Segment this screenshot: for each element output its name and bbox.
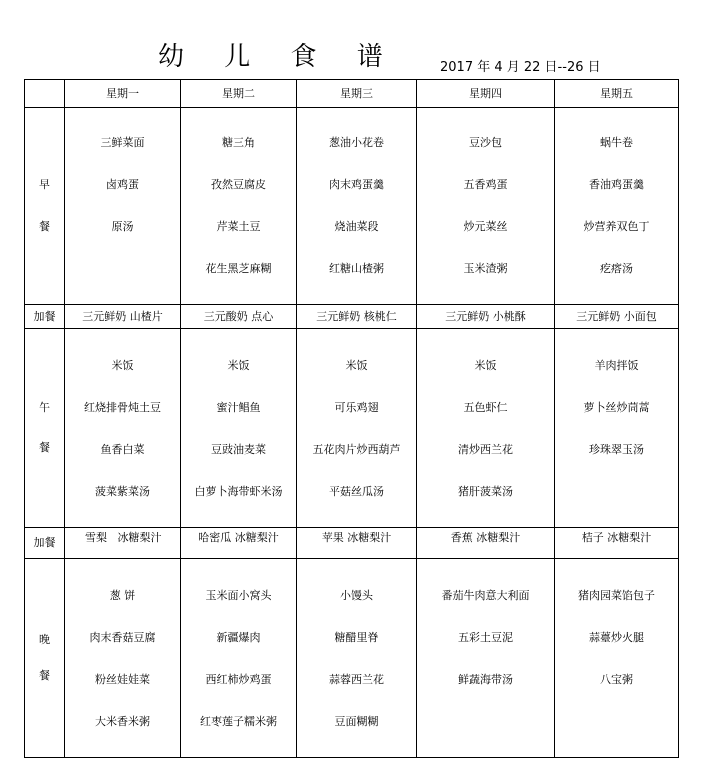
dinner-label-char: 餐 — [39, 669, 50, 682]
menu-item: 糖三角 — [222, 136, 255, 149]
dinner-cell — [417, 559, 555, 758]
lunch-row — [25, 329, 679, 528]
menu-item: 萝卜丝炒茼蒿 — [583, 401, 650, 414]
menu-item: 五花肉片炒西葫芦 — [312, 443, 401, 456]
menu-item: 葱油小花卷 — [329, 136, 384, 149]
menu-item: 米饭 — [474, 359, 497, 372]
menu-item: 豆面糊糊 — [334, 715, 379, 728]
header-row — [25, 80, 679, 108]
breakfast-label-char: 餐 — [39, 220, 50, 233]
dinner-cell — [555, 559, 679, 758]
snack-cell: 三元鲜奶 山楂片 — [65, 305, 181, 329]
dinner-cell — [297, 559, 417, 758]
breakfast-label — [25, 108, 65, 305]
menu-item: 红烧排骨炖土豆 — [84, 401, 161, 414]
menu-item: 鱼香白菜 — [100, 443, 145, 456]
menu-item: 香油鸡蛋羹 — [589, 178, 644, 191]
snack-cell: 苹果 冰糖梨汁 — [297, 528, 417, 559]
menu-item: 红枣莲子糯米粥 — [200, 715, 277, 728]
menu-item: 疙瘩汤 — [600, 262, 633, 275]
lunch-cell — [417, 329, 555, 528]
corner-cell — [25, 80, 65, 108]
menu-item: 三鲜菜面 — [100, 136, 145, 149]
day-header: 星期二 — [181, 80, 297, 108]
snack-cell: 三元酸奶 点心 — [181, 305, 297, 329]
menu-item: 羊肉拌饭 — [594, 359, 639, 372]
lunch-label — [25, 329, 65, 528]
menu-item: 孜然豆腐皮 — [211, 178, 266, 191]
menu-item: 玉米面小窝头 — [205, 589, 272, 602]
day-header: 星期一 — [65, 80, 181, 108]
dinner-label — [25, 559, 65, 758]
menu-item: 肉末鸡蛋羹 — [329, 178, 384, 191]
snack-cell: 雪梨 冰糖梨汁 — [65, 528, 181, 559]
lunch-label-char: 午 — [39, 401, 50, 414]
menu-item: 大米香米粥 — [95, 715, 150, 728]
menu-item: 卤鸡蛋 — [106, 178, 139, 191]
day-header: 星期四 — [417, 80, 555, 108]
menu-item: 鲜蔬海带汤 — [458, 673, 513, 686]
menu-item: 米饭 — [111, 359, 134, 372]
breakfast-cell — [555, 108, 679, 305]
snack-cell: 香蕉 冰糖梨汁 — [417, 528, 555, 559]
snack-cell: 三元鲜奶 核桃仁 — [297, 305, 417, 329]
menu-item: 芹菜土豆 — [216, 220, 261, 233]
dinner-cell — [181, 559, 297, 758]
lunch-cell — [65, 329, 181, 528]
dinner-cell — [65, 559, 181, 758]
menu-item: 新疆爆肉 — [216, 631, 261, 644]
lunch-cell — [181, 329, 297, 528]
menu-item: 番茄牛肉意大利面 — [441, 589, 530, 602]
menu-item: 猪肉园菜馅包子 — [578, 589, 655, 602]
menu-table — [24, 79, 679, 758]
menu-item: 花生黑芝麻糊 — [205, 262, 272, 275]
menu-item: 菠菜紫菜汤 — [95, 485, 150, 498]
snack-pm-label: 加餐 — [25, 528, 65, 559]
lunch-cell — [555, 329, 679, 528]
menu-item: 西红柿炒鸡蛋 — [205, 673, 272, 686]
menu-item: 清炒西兰花 — [458, 443, 513, 456]
menu-item: 五香鸡蛋 — [463, 178, 508, 191]
menu-item: 烧油菜段 — [334, 220, 379, 233]
page-title: 幼 儿 食 谱 — [158, 42, 399, 72]
menu-item: 五彩土豆泥 — [458, 631, 513, 644]
menu-item: 炒营养双色丁 — [583, 220, 650, 233]
snack-cell: 哈密瓜 冰糖梨汁 — [181, 528, 297, 559]
menu-item: 豆豉油麦菜 — [211, 443, 266, 456]
menu-item: 米饭 — [345, 359, 368, 372]
menu-item: 蜗牛卷 — [600, 136, 633, 149]
menu-item: 白萝卜海带虾米汤 — [194, 485, 283, 498]
snack-am-label: 加餐 — [25, 305, 65, 329]
menu-item: 葱 饼 — [109, 589, 136, 602]
snack-cell: 三元鲜奶 小桃酥 — [417, 305, 555, 329]
day-header: 星期三 — [297, 80, 417, 108]
menu-item: 可乐鸡翅 — [334, 401, 379, 414]
menu-item: 八宝粥 — [600, 673, 633, 686]
menu-item: 粉丝娃娃菜 — [95, 673, 150, 686]
breakfast-cell — [181, 108, 297, 305]
menu-item: 平菇丝瓜汤 — [329, 485, 384, 498]
breakfast-cell — [417, 108, 555, 305]
breakfast-label-char: 早 — [39, 178, 50, 191]
date-range: 2017 年 4 月 22 日--26 日 — [440, 60, 601, 75]
menu-item: 小馒头 — [340, 589, 373, 602]
dinner-label-char: 晚 — [39, 633, 50, 646]
menu-item: 蒜薹炒火腿 — [589, 631, 644, 644]
lunch-cell — [297, 329, 417, 528]
snack-cell: 三元鲜奶 小面包 — [555, 305, 679, 329]
menu-item: 糖醋里脊 — [334, 631, 379, 644]
menu-item: 原汤 — [111, 220, 134, 233]
snack-am-row — [25, 305, 679, 329]
breakfast-cell — [65, 108, 181, 305]
menu-item: 珍珠翠玉汤 — [589, 443, 644, 456]
menu-item: 玉米渣粥 — [463, 262, 508, 275]
dinner-row — [25, 559, 679, 758]
menu-item: 豆沙包 — [469, 136, 502, 149]
breakfast-row — [25, 108, 679, 305]
menu-item: 猪肝菠菜汤 — [458, 485, 513, 498]
menu-item: 蒜蓉西兰花 — [329, 673, 384, 686]
breakfast-cell — [297, 108, 417, 305]
snack-pm-row — [25, 528, 679, 559]
day-header: 星期五 — [555, 80, 679, 108]
snack-cell: 桔子 冰糖梨汁 — [555, 528, 679, 559]
menu-item: 蜜汁鲳鱼 — [216, 401, 261, 414]
lunch-label-char: 餐 — [39, 441, 50, 454]
menu-item: 五色虾仁 — [463, 401, 508, 414]
menu-item: 米饭 — [227, 359, 250, 372]
menu-item: 红糖山楂粥 — [329, 262, 384, 275]
menu-item: 肉末香菇豆腐 — [89, 631, 156, 644]
menu-item: 炒元菜丝 — [463, 220, 508, 233]
